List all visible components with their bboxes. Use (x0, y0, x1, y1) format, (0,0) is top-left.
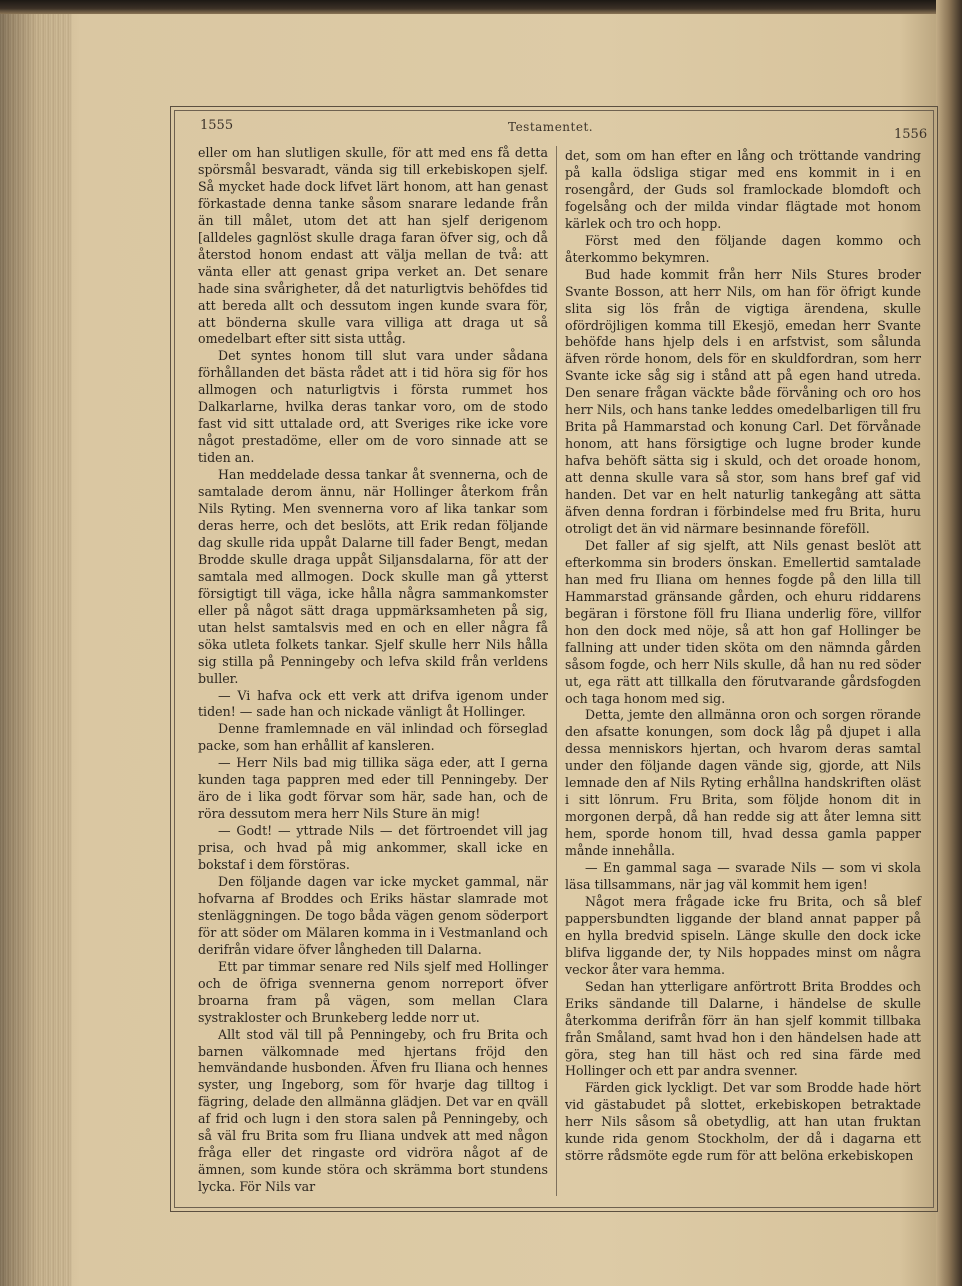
scan-top-edge (0, 0, 962, 14)
left-page-number: 1555 (200, 118, 234, 133)
running-head: Testamentet. (508, 120, 594, 134)
paragraph: eller om han slutligen skulle, för att med ens få detta spörsmål besvaradt, vända sig till erkebiskopen sjelf. Så mycket hade dock lifvet lärt honom, att han genast förkastade denna tanke såsom snarare ledande från än till målet, utom det att han sjelf derigenom [alldeles gagnlöst skulle draga faran öfver sig, och då återstod honom endast att välja mellan de två: att vänta eller att genast gripa verket an. Det senare hade sina svårigheter, då det naturligtvis behöfdes tid att bereda allt och dessutom ingen kunde svara för, att bönderna skulle vara villiga att draga ut så omedelbart efter sitt sista uttåg. (198, 145, 548, 347)
right-column (565, 148, 921, 1165)
column-divider (556, 146, 557, 1196)
book-page-edge-right (936, 0, 962, 1286)
paragraph: Han meddelade dessa tankar åt svennerna, och de samtalade derom ännu, när Hollinger återkom från Nils Ryting. Men svennerna voro af lika tankar som deras herre, och det beslöts, att Erik redan följande dag skulle rida uppåt Dalarne till fader Bengt, medan Brodde skulle draga uppåt Siljansdalarna, för att der samtala med allmogen. Dock skulle man gå ytterst försigtigt till väga, icke hålla några sammankomster eller på något sätt draga uppmärksamheten på sig, utan helst samtalsvis med en och en eller några få söka utleta folkets tankar. Sjelf skulle herr Nils hålla sig stilla på Penningeby och lefva skild från verldens buller. (198, 467, 548, 686)
paragraph: Ett par timmar senare red Nils sjelf med Hollinger och de öfriga svennerna genom norreport öfver broarna fram på vägen, som mellan Clara systrakloster och Brunkeberg ledde norr ut. (198, 958, 548, 1025)
paragraph: Den följande dagen var icke mycket gammal, när hofvarna af Broddes och Eriks hästar slamrade mot stenläggningen. De togo båda vägen genom söderport för att söder om Mälaren komma in i Vestmanland och derifrån vidare öfver långheden till Dalarna. (198, 873, 548, 957)
paragraph: — Herr Nils bad mig tillika säga eder, att I gerna kunden taga pappren med eder till Penningeby. Der äro de i lika godt förvar som här, sade han, och de röra dessutom mera herr Nils Sture än mig! (198, 755, 548, 822)
left-column (198, 145, 548, 1196)
paragraph: — Godt! — yttrade Nils — det förtroendet vill jag prisa, och hvad på mig ankommer, skall icke en bokstaf i dem förstöras. (198, 823, 548, 873)
paragraph: Sedan han ytterligare anförtrott Brita Broddes och Eriks sändande till Dalarne, i händelse de skulle återkomma derifrån förr än han sjelf kommit tillbaka från Småland, samt hvad hon i den händelsen hade att göra, steg han till häst och red sina färde med Hollinger och ett par andra svenner. (565, 978, 921, 1079)
paragraph: det, som om han efter en lång och tröttande vandring på kalla ödsliga stigar med ens kommit in i en rosengård, der Guds sol framlockade blomdoft och fogelsång och der milda vindar flägtade mot honom kärlek och tro och hopp. (565, 148, 921, 231)
paragraph: Färden gick lyckligt. Det var som Brodde hade hört vid gästabudet på slottet, erkebiskopen betraktade herr Nils såsom så obetydlig, att han utan fruktan kunde rida genom Stockholm, der då i dagarna ett större rådsmöte egde rum för att belöna erkebiskopen (565, 1080, 921, 1164)
paragraph: Detta, jemte den allmänna oron och sorgen rörande den afsatte konungen, som dock låg på djupet i alla dessa menniskors hjertan, och hvarom deras samtal under den följande dagen vände sig, gjorde, att Nils lemnade den af Nils Ryting erhållna handskriften oläst i sitt lönrum. Fru Brita, som följde honom dit in morgonen derpå, då han redde sig att åter lemna sitt hem, sporde honom till, hvad dessa gamla papper månde innehålla. (565, 707, 921, 859)
paragraph: Något mera frågade icke fru Brita, och så blef pappersbundten liggande der bland annat papper på en hylla bredvid spiseln. Länge skulle den dock icke blifva liggande der, ty Nils hoppades minst om några veckor åter vara hemma. (565, 893, 921, 977)
right-page-number: 1556 (894, 127, 928, 142)
book-page-edges-left (0, 14, 72, 1286)
paragraph: Det faller af sig sjelft, att Nils genast beslöt att efterkomma sin broders önskan. Emellertid samtalade han med fru Iliana om hennes fogde på den lilla till Hammarstad gränsande gården, och ehuru riddarens begäran i förstone föll fru Iliana underlig före, villfor hon den dock med nöje, så att hon gaf Hollinger be fallning att under tiden sköta om den nämnda gården såsom fogde, och herr Nils skulle, då han nu red söder ut, ega rätt att tillkalla den förutvarande gårdsfogden och taga honom med sig. (565, 537, 921, 706)
paragraph: Bud hade kommit från herr Nils Stures broder Svante Bosson, att herr Nils, om han för öfrigt kunde slita sig lös från de vigtiga ärendena, skulle ofördröjligen komma till Ekesjö, emedan herr Svante behöfde hans hjelp dels i en arfstvist, som sålunda äfven rörde honom, dels för en skuldfordran, som herr Svante icke såg sig i stånd att på egen hand utreda. Den senare frågan väckte både förvåning och oro hos herr Nils, och hans tanke leddes omedelbarligen till fru Brita på Hammarstad och konung Carl. Det förvånade honom, att hans försigtige och lugne broder kunde hafva behöft sätta sig i skuld, och det oroade honom, att denna skulle vara så stor, som hans bref gaf vid handen. Det var en helt naturlig tankegång att sätta äfven denna fordran i förbindelse med fru Brita, huru otroligt det än vid närmare besinnande föreföll. (565, 266, 921, 536)
paragraph: Allt stod väl till på Penningeby, och fru Brita och barnen välkomnade med hjertans fröjd den hemvändande husbonden. Äfven fru Iliana och hennes syster, ung Ingeborg, som för hvarje dag tilltog i fägring, delade den allmänna glädjen. Det var en qväll af frid och lugn i den stora salen på Penningeby, och så väl fru Brita som fru Iliana undvek att med någon fråga eller det ringaste ord vidröra något af de ämnen, som kunde störa och skrämma bort stundens lycka. För Nils var (198, 1026, 548, 1195)
paragraph: Först med den följande dagen kommo och återkommo bekymren. (565, 232, 921, 265)
paragraph: Denne framlemnade en väl inlindad och förseglad packe, som han erhållit af kansleren. (198, 721, 548, 754)
paragraph: — Vi hafva ock ett verk att drifva igenom under tiden! — sade han och nickade vänligt åt Hollinger. (198, 687, 548, 720)
paragraph: — En gammal saga — svarade Nils — som vi skola läsa tillsammans, när jag väl kommit hem igen! (565, 860, 921, 892)
paragraph: Det syntes honom till slut vara under sådana förhållanden det bästa rådet att i tid höra sig för hos allmogen och naturligtvis i första rummet hos Dalkarlarne, hvilka deras tankar voro, om de stodo fast vid sitt uttalade ord, att Sveriges rike icke vore något prestadöme, eller om de voro sinnade att se tiden an. (198, 348, 548, 466)
